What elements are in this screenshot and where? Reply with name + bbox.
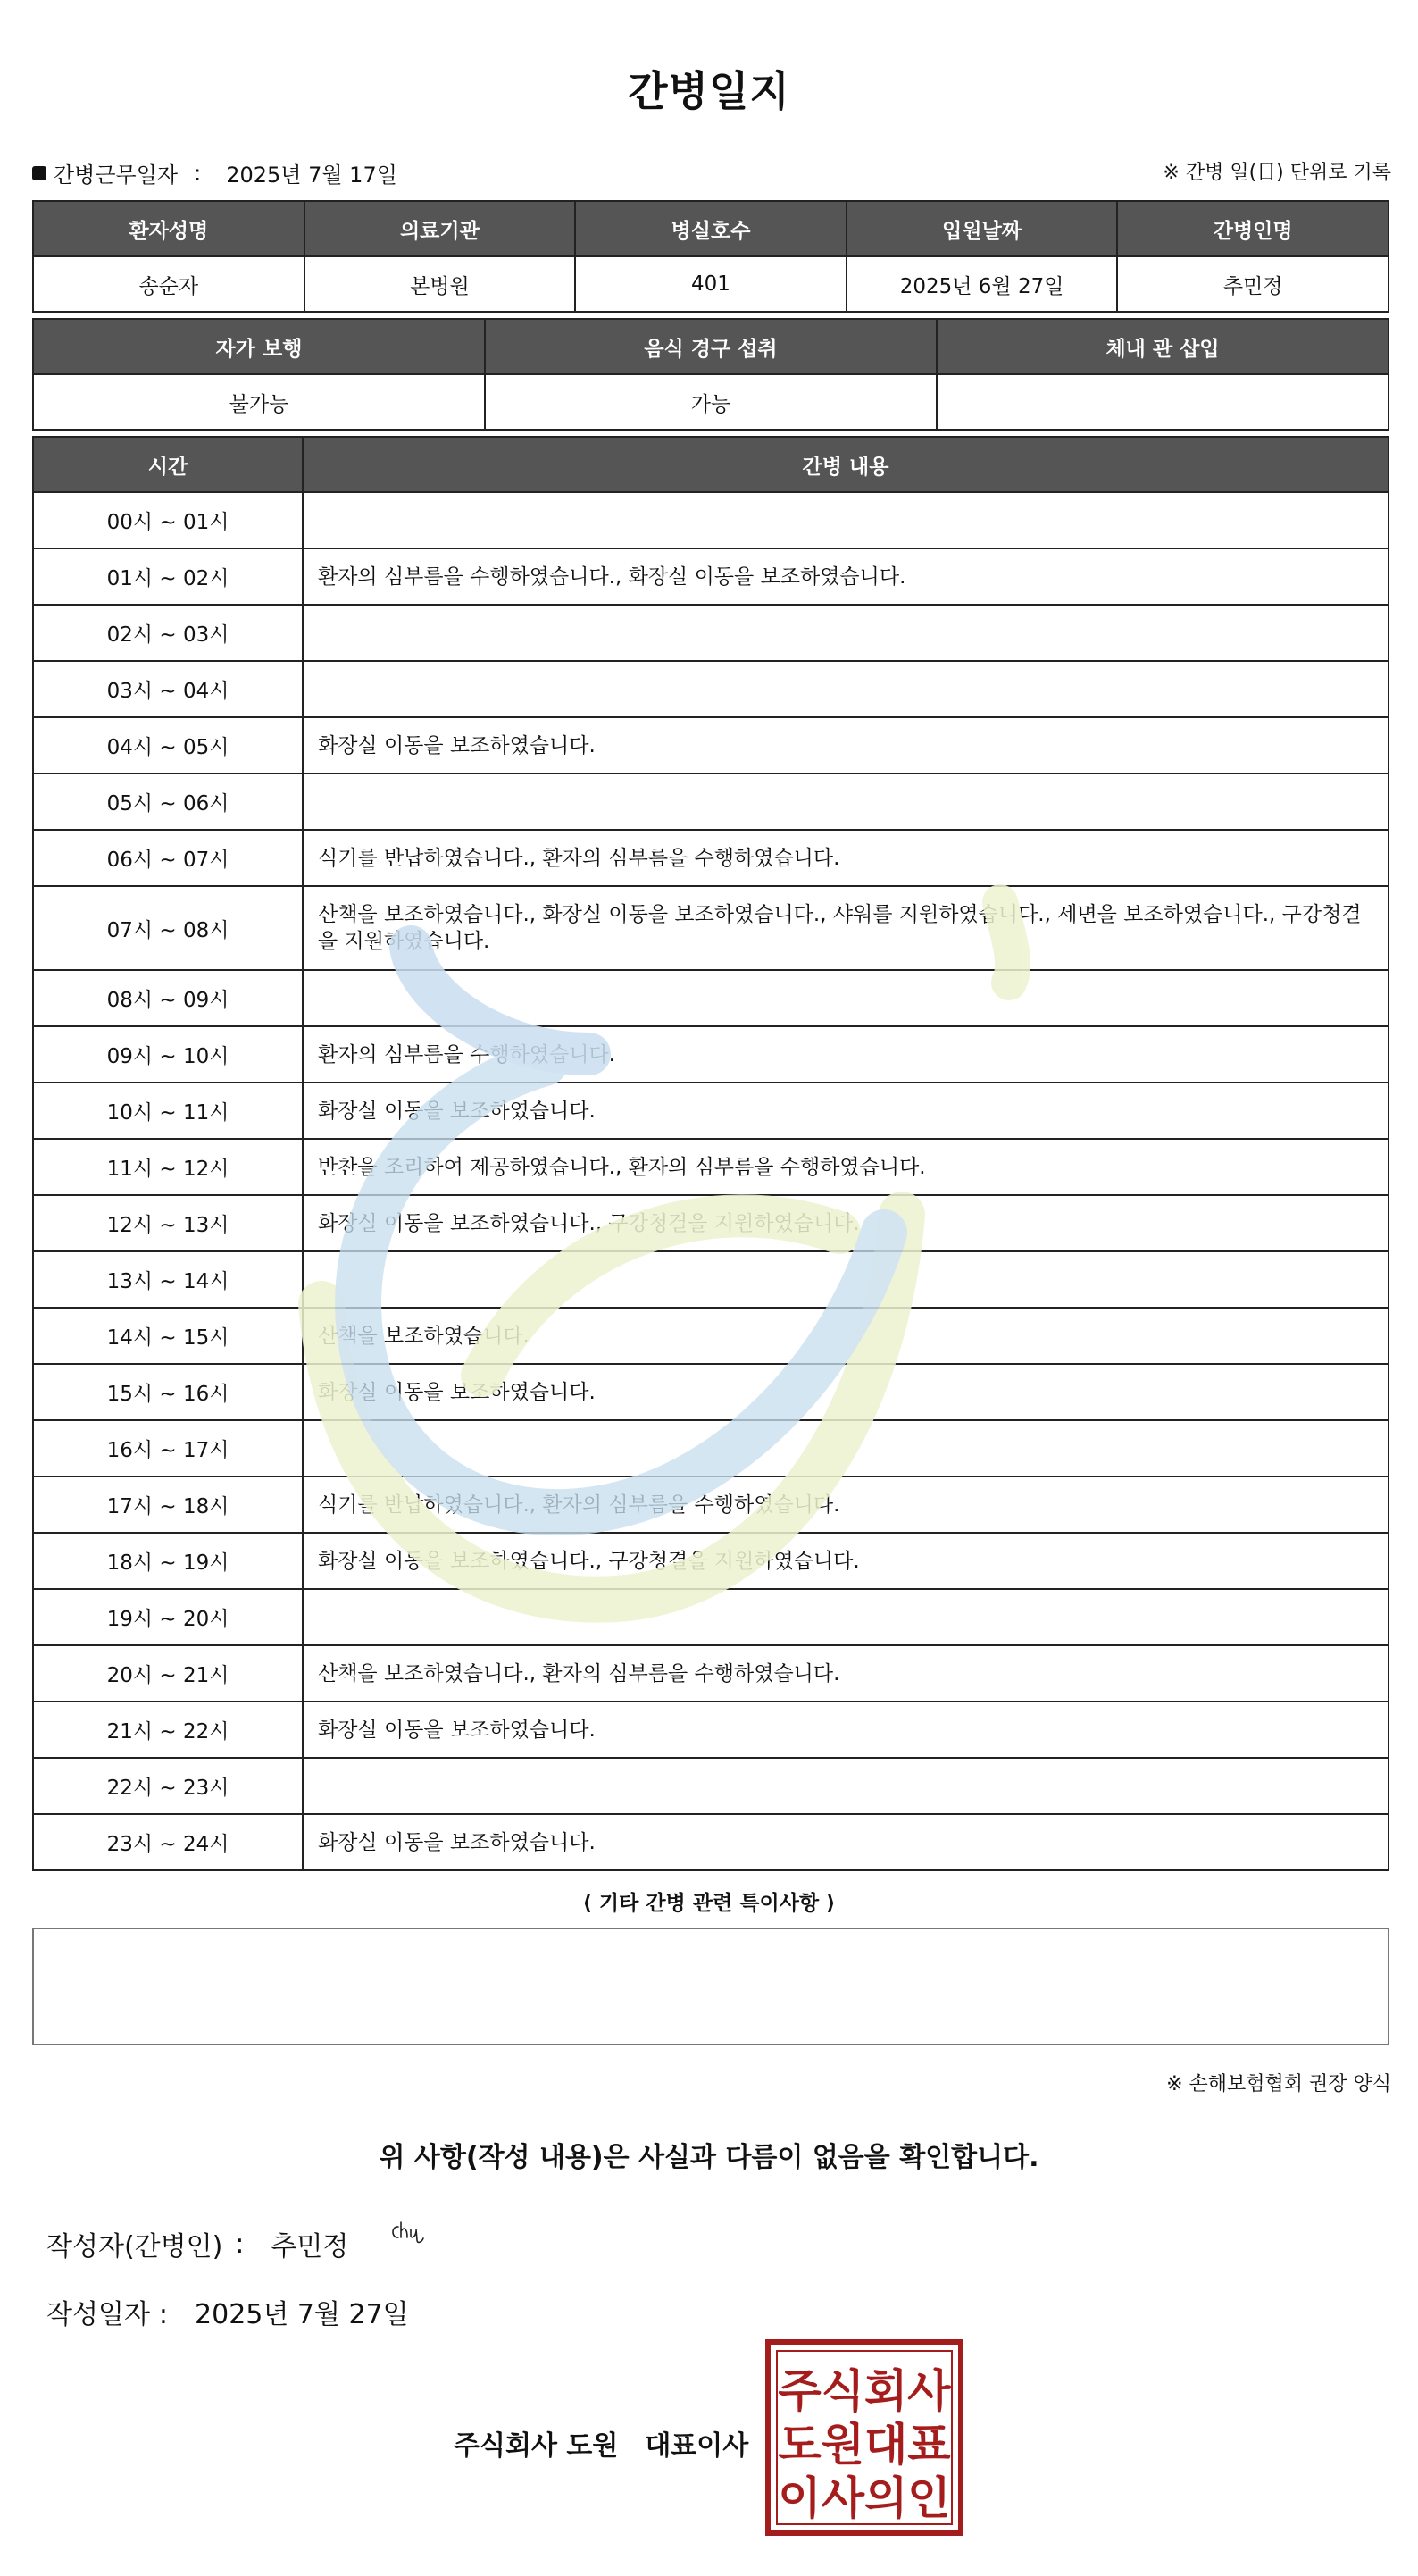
- care-log-time: 23시 ~ 24시: [33, 1814, 303, 1870]
- care-log-time: 20시 ~ 21시: [33, 1645, 303, 1702]
- care-log-content: 화장실 이동을 보조하였습니다.: [303, 1702, 1389, 1758]
- work-date-label: 간병근무일자: [54, 163, 179, 188]
- care-log-content: [303, 774, 1389, 830]
- notes-title: ⟨ 기타 간병 관련 특이사항 ⟩: [582, 1892, 836, 1915]
- work-date-colon: :: [194, 160, 202, 186]
- care-log-time: 08시 ~ 09시: [33, 970, 303, 1026]
- care-log-row: [33, 1814, 1389, 1870]
- work-date-value: 2025년 7월 17일: [226, 163, 397, 188]
- header-tube-insertion: 체내 관 삽입: [937, 319, 1389, 374]
- oral-intake-value: 가능: [485, 374, 937, 430]
- care-log-content: [303, 492, 1389, 548]
- care-log-row: [33, 1083, 1389, 1139]
- care-log-content: [303, 970, 1389, 1026]
- confirmation-statement: 위 사항(작성 내용)은 사실과 다름이 없음을 확인합니다.: [379, 2142, 1039, 2173]
- care-log-time: 03시 ~ 04시: [33, 661, 303, 717]
- care-log-time: 06시 ~ 07시: [33, 830, 303, 886]
- care-log-row: [33, 717, 1389, 774]
- care-log-row: [33, 886, 1389, 970]
- care-log-time: 18시 ~ 19시: [33, 1533, 303, 1589]
- care-log-row: [33, 970, 1389, 1026]
- header-caregiver-name: 간병인명: [1117, 201, 1389, 256]
- care-log-content: 환자의 심부름을 수행하였습니다., 화장실 이동을 보조하였습니다.: [303, 548, 1389, 605]
- tube-insertion-value: [937, 374, 1389, 430]
- care-log-time: 17시 ~ 18시: [33, 1476, 303, 1533]
- header-hospital: 의료기관: [304, 201, 576, 256]
- care-log-row: [33, 1139, 1389, 1195]
- seal-text-line-2: 도원대표: [778, 2419, 951, 2471]
- care-log-time: 02시 ~ 03시: [33, 605, 303, 661]
- company-line: [454, 2423, 748, 2463]
- company-name: 주식회사 도원: [454, 2430, 619, 2462]
- care-log-time: 01시 ~ 02시: [33, 548, 303, 605]
- form-source-note: ※ 손해보험협회 권장 양식: [1166, 2073, 1391, 2095]
- care-log-content: [303, 1589, 1389, 1645]
- care-log-time: 00시 ~ 01시: [33, 492, 303, 548]
- care-log-row: [33, 661, 1389, 717]
- care-log-time: 09시 ~ 10시: [33, 1026, 303, 1083]
- written-date-value: 2025년 7월 27일: [195, 2299, 409, 2330]
- record-unit-note: ※ 간병 일(日) 단위로 기록: [1163, 162, 1391, 184]
- care-log-time: 15시 ~ 16시: [33, 1364, 303, 1420]
- care-log-row: [33, 774, 1389, 830]
- care-log-time: 12시 ~ 13시: [33, 1195, 303, 1251]
- room-number-value: 401: [575, 256, 847, 312]
- header-admission-date: 입원날짜: [847, 201, 1118, 256]
- care-log-time: 10시 ~ 11시: [33, 1083, 303, 1139]
- seal-text-line-1: 주식회사: [778, 2365, 951, 2417]
- care-log-content: 산책을 보조하였습니다.: [303, 1308, 1389, 1364]
- care-log-row: [33, 1251, 1389, 1308]
- care-log-time: 14시 ~ 15시: [33, 1308, 303, 1364]
- header-self-walking: 자가 보행: [33, 319, 485, 374]
- care-log-row: [33, 1308, 1389, 1364]
- written-date-colon: :: [158, 2299, 169, 2330]
- admission-date-value: 2025년 6월 27일: [847, 256, 1118, 312]
- care-log-content: 환자의 심부름을 수행하였습니다.: [303, 1026, 1389, 1083]
- care-log-row: [33, 1702, 1389, 1758]
- care-log-time: 22시 ~ 23시: [33, 1758, 303, 1814]
- care-log-content: 화장실 이동을 보조하였습니다., 구강청결을 지원하였습니다.: [303, 1195, 1389, 1251]
- care-log-table: [32, 436, 1389, 1871]
- writer-label: 작성자(간병인): [46, 2231, 223, 2262]
- care-log-row: [33, 1645, 1389, 1702]
- care-log-content: [303, 1758, 1389, 1814]
- header-care-content: 간병 내용: [303, 437, 1389, 492]
- care-log-content: 산책을 보조하였습니다., 화장실 이동을 보조하였습니다., 샤워를 지원하였습니다., 세면을 보조하였습니다., 구강청결을 지원하였습니다.: [303, 886, 1389, 970]
- care-log-time: 13시 ~ 14시: [33, 1251, 303, 1308]
- care-log-row: [33, 1026, 1389, 1083]
- care-log-content: 화장실 이동을 보조하였습니다.: [303, 1364, 1389, 1420]
- header-time: 시간: [33, 437, 303, 492]
- care-log-content: 화장실 이동을 보조하였습니다.: [303, 1814, 1389, 1870]
- care-log-content: 반찬을 조리하여 제공하였습니다., 환자의 심부름을 수행하였습니다.: [303, 1139, 1389, 1195]
- writer-colon: :: [235, 2228, 245, 2260]
- care-log-row: [33, 1533, 1389, 1589]
- written-date-label: 작성일자: [46, 2299, 150, 2330]
- care-log-row: [33, 492, 1389, 548]
- care-log-time: 05시 ~ 06시: [33, 774, 303, 830]
- care-log-time: 04시 ~ 05시: [33, 717, 303, 774]
- patient-status-table: [32, 318, 1389, 431]
- care-log-row: [33, 605, 1389, 661]
- work-date-line: [32, 157, 397, 188]
- care-log-time: 21시 ~ 22시: [33, 1702, 303, 1758]
- care-log-row: [33, 1758, 1389, 1814]
- care-log-content: 식기를 반납하였습니다., 환자의 심부름을 수행하였습니다.: [303, 1476, 1389, 1533]
- self-walking-value: 불가능: [33, 374, 485, 430]
- care-log-row: [33, 548, 1389, 605]
- document-title: 간병일지: [628, 67, 790, 115]
- company-seal-stamp: [764, 2338, 964, 2537]
- header-oral-intake: 음식 경구 섭취: [485, 319, 937, 374]
- writer-name: 추민정: [271, 2231, 349, 2262]
- care-log-time: 19시 ~ 20시: [33, 1589, 303, 1645]
- care-log-time: 16시 ~ 17시: [33, 1420, 303, 1476]
- header-patient-name: 환자성명: [33, 201, 304, 256]
- care-log-content: 식기를 반납하였습니다., 환자의 심부름을 수행하였습니다.: [303, 830, 1389, 886]
- handwritten-signature: [389, 2219, 439, 2249]
- header-room-number: 병실호수: [575, 201, 847, 256]
- care-log-row: [33, 1364, 1389, 1420]
- care-log-content: [303, 605, 1389, 661]
- care-log-content: 산책을 보조하였습니다., 환자의 심부름을 수행하였습니다.: [303, 1645, 1389, 1702]
- care-log-row: [33, 1476, 1389, 1533]
- care-log-content: 화장실 이동을 보조하였습니다., 구강청결을 지원하였습니다.: [303, 1533, 1389, 1589]
- care-log-time: 07시 ~ 08시: [33, 886, 303, 970]
- bullet-square-icon: [32, 166, 46, 180]
- patient-info-table: [32, 200, 1389, 313]
- care-log-row: [33, 1195, 1389, 1251]
- hospital-value: 본병원: [304, 256, 576, 312]
- care-log-content: 화장실 이동을 보조하였습니다.: [303, 717, 1389, 774]
- care-log-row: [33, 1420, 1389, 1476]
- writer-line: [46, 2224, 439, 2263]
- written-date-line: [46, 2292, 409, 2331]
- care-log-row: [33, 830, 1389, 886]
- seal-text-line-3: 이사의인: [778, 2472, 951, 2524]
- care-log-content: 화장실 이동을 보조하였습니다.: [303, 1083, 1389, 1139]
- care-log-content: [303, 1251, 1389, 1308]
- caregiver-name-value: 추민정: [1117, 256, 1389, 312]
- care-log-content: [303, 661, 1389, 717]
- ceo-title: 대표이사: [645, 2430, 749, 2462]
- care-log-row: [33, 1589, 1389, 1645]
- notes-box: [32, 1928, 1389, 2045]
- patient-name-value: 송순자: [33, 256, 304, 312]
- care-log-time: 11시 ~ 12시: [33, 1139, 303, 1195]
- care-log-content: [303, 1420, 1389, 1476]
